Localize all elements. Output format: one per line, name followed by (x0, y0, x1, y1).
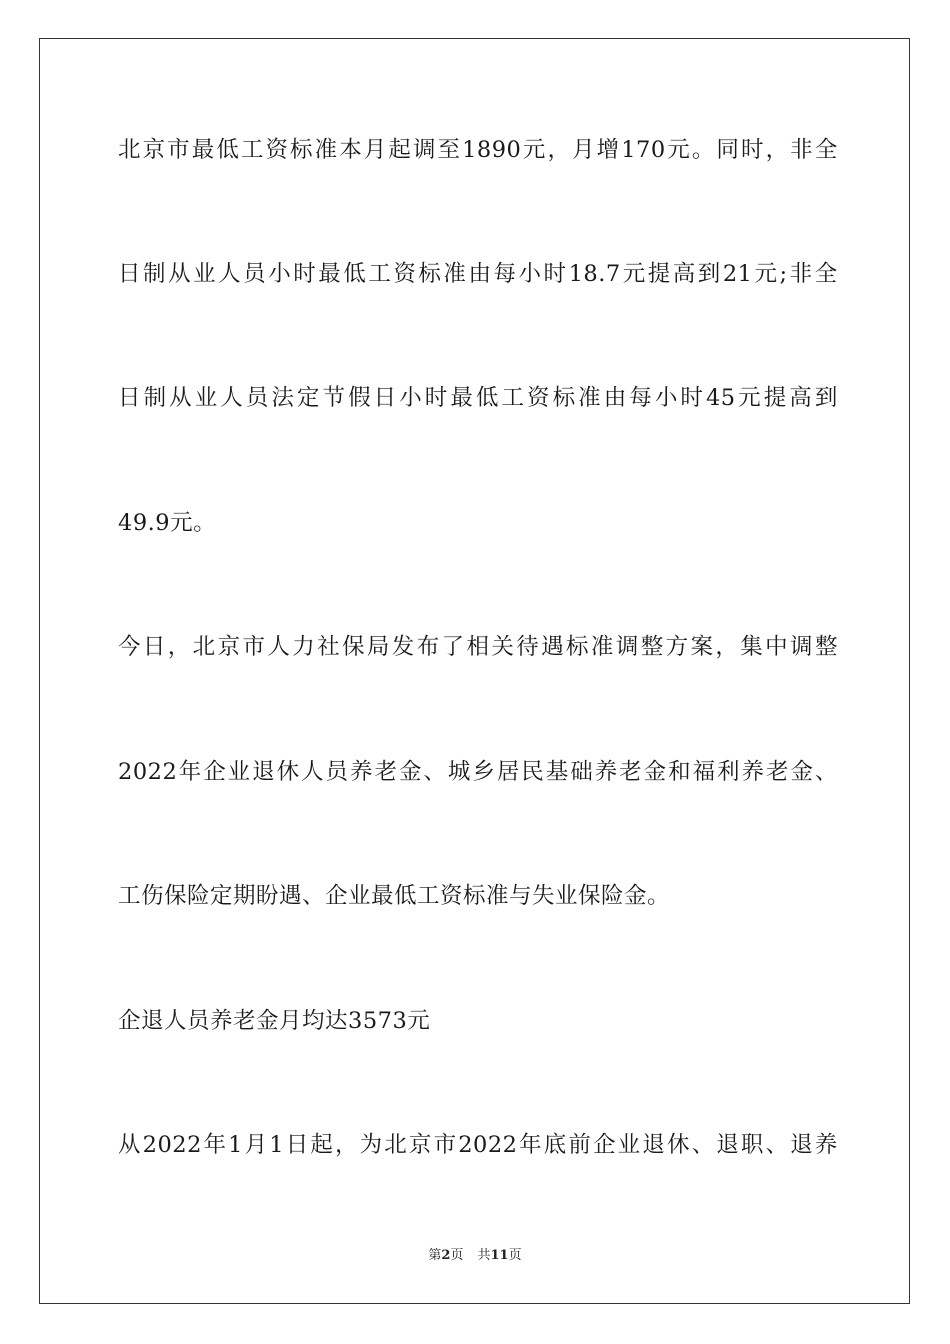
total-suffix: 页 (508, 1248, 522, 1263)
total-pages: 11 (490, 1248, 509, 1263)
paragraph-line-5: 今 日 ， 北 京 市 人 力 社 保 局 发 布 了 相 关 待 遇 标 准 调 整 方 案 ， 集 中 调 整 (118, 634, 838, 660)
paragraph-line-9: 从 2022 年 1 月 1 日 起 ， 为 北 京 市 2022 年 底 前 企 业 退 休 、 退 职 、 退 养 (118, 1132, 838, 1158)
page-suffix: 页 (450, 1248, 464, 1263)
paragraph-line-7: 工伤保险定期盼遇、企业最低工资标准与失业保险金。 (118, 883, 671, 909)
paragraph-line-2: 日 制 从 业 人 员 小 时 最 低 工 资 标 准 由 每 小 时 18.7 元 提 高 到 21 元 ; 非 全 (118, 261, 838, 287)
paragraph-line-4: 49.9元。 (118, 510, 217, 536)
section-heading: 企退人员养老金月均达3573元 (118, 1008, 431, 1034)
paragraph-line-6: 2022 年 企 业 退 休 人 员 养 老 金 、 城 乡 居 民 基 础 养 老 金 和 福 利 养 老 金 、 (118, 759, 838, 785)
paragraph-line-1: 北 京 市 最 低 工 资 标 准 本 月 起 调 至 1890 元 ， 月 增 170 元 。 同 时 ， 非 全 (118, 137, 838, 163)
page-number: 2 (441, 1248, 451, 1263)
total-prefix: 共 (477, 1248, 491, 1263)
page-prefix: 第 (428, 1248, 442, 1263)
page-footer (0, 1247, 950, 1265)
page-border (39, 38, 910, 1304)
paragraph-line-3: 日 制 从 业 人 员 法 定 节 假 日 小 时 最 低 工 资 标 准 由 每 小 时 45 元 提 高 到 (118, 385, 838, 411)
